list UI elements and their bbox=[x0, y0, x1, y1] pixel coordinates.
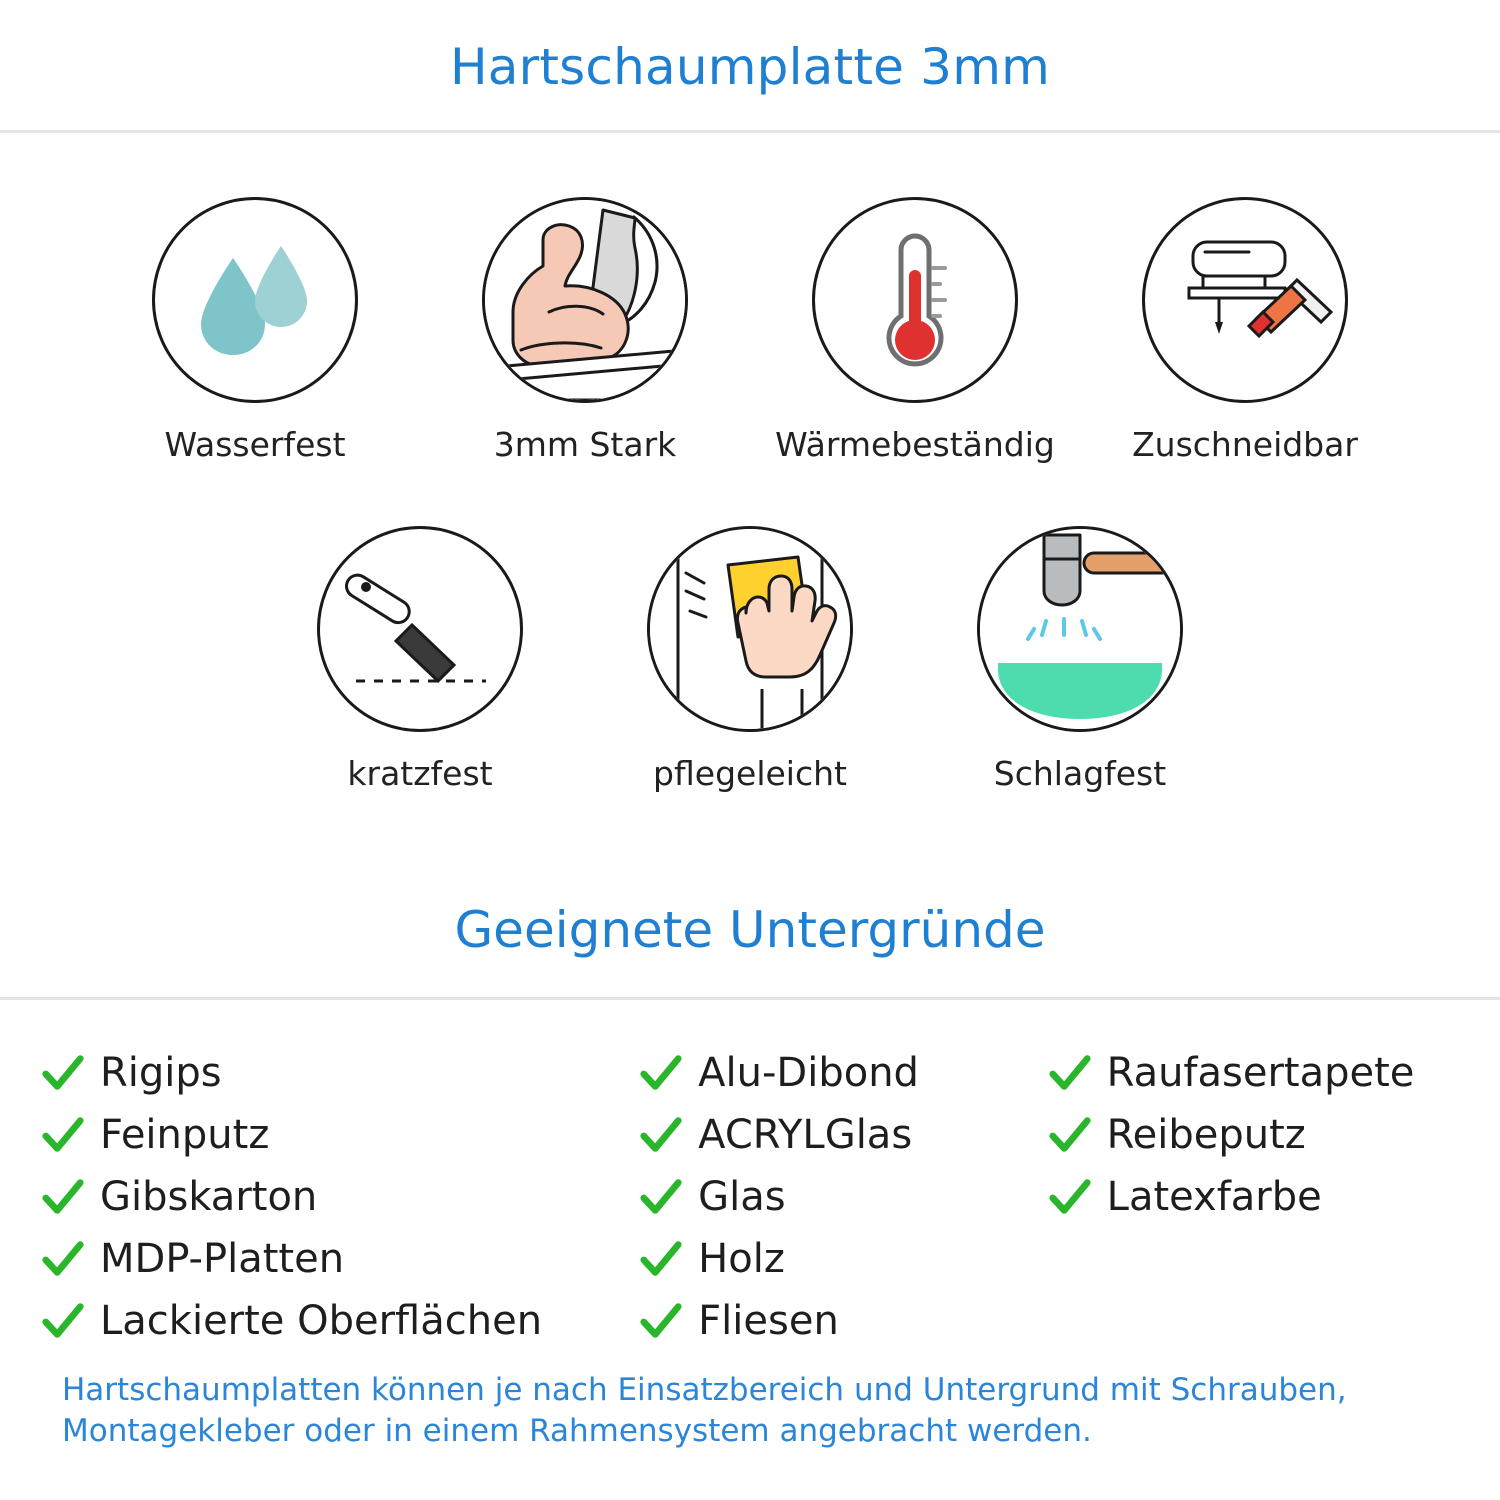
feature-wasserfest bbox=[90, 197, 420, 464]
check-icon bbox=[638, 1174, 684, 1220]
list-item-label: Reibeputz bbox=[1106, 1112, 1306, 1158]
knife-scratch-icon bbox=[317, 526, 523, 732]
list-item-label: ACRYLGlas bbox=[698, 1112, 913, 1158]
surfaces-column-1 bbox=[40, 1042, 638, 1352]
surfaces-list bbox=[0, 1000, 1500, 1352]
list-item bbox=[40, 1104, 638, 1166]
check-icon bbox=[638, 1112, 684, 1158]
header-divider bbox=[0, 130, 1500, 133]
list-item bbox=[638, 1104, 1047, 1166]
water-drops-icon bbox=[152, 197, 358, 403]
list-item-label: Feinputz bbox=[100, 1112, 270, 1158]
feature-caption: Zuschneidbar bbox=[1132, 425, 1358, 464]
feature-caption: pflegeleicht bbox=[653, 754, 847, 793]
flexing-arm-icon bbox=[482, 197, 688, 403]
list-item bbox=[40, 1042, 638, 1104]
list-item-label: MDP-Platten bbox=[100, 1236, 345, 1282]
feature-pflegeleicht bbox=[585, 526, 915, 793]
feature-caption: Wärmebeständig bbox=[775, 425, 1055, 464]
surfaces-column-3 bbox=[1047, 1042, 1460, 1352]
list-item bbox=[1047, 1104, 1460, 1166]
check-icon bbox=[40, 1174, 86, 1220]
check-icon bbox=[1047, 1174, 1093, 1220]
page-title: Hartschaumplatte 3mm bbox=[449, 38, 1051, 96]
feature-caption: kratzfest bbox=[347, 754, 493, 793]
list-item-label: Alu-Dibond bbox=[698, 1050, 919, 1096]
list-item bbox=[1047, 1042, 1460, 1104]
list-item-label: Latexfarbe bbox=[1106, 1174, 1322, 1220]
feature-zuschneidbar bbox=[1080, 197, 1410, 464]
check-icon bbox=[638, 1298, 684, 1344]
list-item bbox=[40, 1228, 638, 1290]
list-item bbox=[638, 1228, 1047, 1290]
check-icon bbox=[1047, 1050, 1093, 1096]
list-item-label: Gibskarton bbox=[100, 1174, 318, 1220]
feature-caption: Schlagfest bbox=[993, 754, 1167, 793]
list-item bbox=[638, 1042, 1047, 1104]
feature-caption: 3mm Stark bbox=[493, 425, 677, 464]
check-icon bbox=[638, 1236, 684, 1282]
list-item-label: Rigips bbox=[100, 1050, 222, 1096]
list-item-label: Raufasertapete bbox=[1106, 1050, 1415, 1096]
check-icon bbox=[40, 1236, 86, 1282]
check-icon bbox=[40, 1298, 86, 1344]
feature-caption: Wasserfest bbox=[164, 425, 346, 464]
feature-waermebestaendig bbox=[750, 197, 1080, 464]
feature-kratzfest bbox=[255, 526, 585, 793]
list-item bbox=[40, 1290, 638, 1352]
jigsaw-cutter-icon bbox=[1142, 197, 1348, 403]
surfaces-column-2 bbox=[638, 1042, 1047, 1352]
list-item bbox=[638, 1290, 1047, 1352]
feature-row-1 bbox=[0, 197, 1500, 464]
feature-3mm-stark bbox=[420, 197, 750, 464]
check-icon bbox=[40, 1112, 86, 1158]
list-item-label: Glas bbox=[698, 1174, 786, 1220]
cleaning-hand-cloth-icon bbox=[647, 526, 853, 732]
surfaces-title: Geeignete Untergründe bbox=[454, 901, 1046, 959]
list-item-label: Lackierte Oberflächen bbox=[100, 1298, 543, 1344]
list-item-label: Holz bbox=[698, 1236, 785, 1282]
list-item bbox=[40, 1166, 638, 1228]
footer-note: Hartschaumplatten können je nach Einsatzbereich und Untergrund mit Schrauben, Montagekleber oder in einem Rahmensystem angebracht werden. bbox=[62, 1372, 1347, 1450]
list-item-label: Fliesen bbox=[698, 1298, 839, 1344]
thermometer-icon bbox=[812, 197, 1018, 403]
list-item bbox=[1047, 1166, 1460, 1228]
list-item bbox=[638, 1166, 1047, 1228]
check-icon bbox=[40, 1050, 86, 1096]
feature-row-2 bbox=[0, 526, 1500, 793]
check-icon bbox=[1047, 1112, 1093, 1158]
feature-schlagfest bbox=[915, 526, 1245, 793]
hammer-impact-icon bbox=[977, 526, 1183, 732]
check-icon bbox=[638, 1050, 684, 1096]
